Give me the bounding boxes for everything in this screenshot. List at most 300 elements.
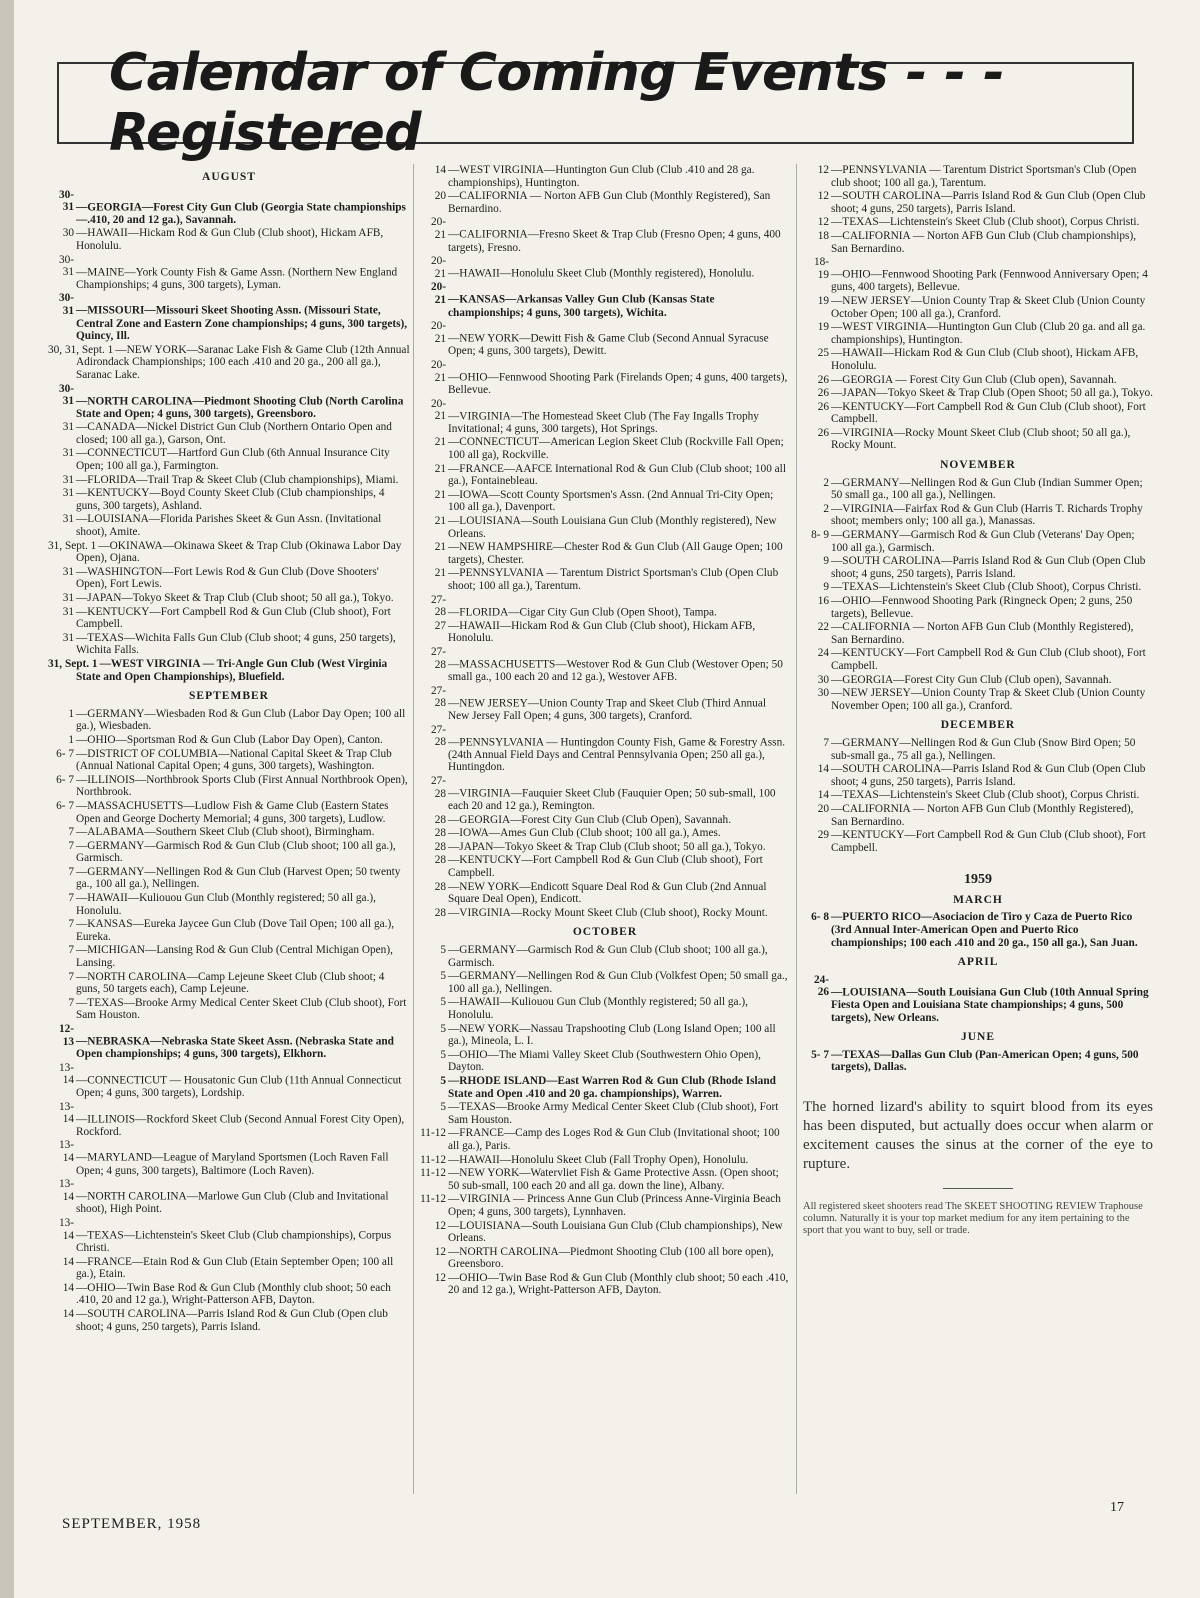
event-text: —KENTUCKY—Fort Campbell Rod & Gun Club (Club shoot), Fort Campbell. <box>831 400 1146 426</box>
event-text: —CALIFORNIA — Norton AFB Gun Club (Monthly Registered), San Bernardino. <box>448 190 771 215</box>
event-date: 30-31 <box>58 382 74 408</box>
event-entry <box>420 620 790 645</box>
event-text: —KANSAS—Eureka Jaycee Gun Club (Dove Tail Open; 100 all ga.), Eureka. <box>76 918 395 943</box>
event-date: 7 <box>68 892 74 905</box>
event-date: 25 <box>817 347 829 360</box>
event-entry <box>420 594 790 619</box>
event-date: 28 <box>434 813 446 826</box>
month-heading: APRIL <box>957 956 999 969</box>
event-text: —NEW JERSEY—Union County Trap & Skeet Club (Union County November Open; 100 all ga.), Cranford. <box>831 687 1146 712</box>
event-text: —OHIO—Twin Base Rod & Gun Club (Monthly club shoot; 50 each .410, 20 and 12 ga.), Wright-Patterson AFB, Dayton. <box>448 1271 789 1297</box>
event-entry <box>420 463 790 488</box>
event-text: —VIRGINIA—Rocky Mount Skeet Club (Club shoot; 50 all ga.), Rocky Mount. <box>831 426 1131 452</box>
event-entry <box>803 190 1153 215</box>
event-date: 11-12 <box>420 1153 446 1166</box>
page-title: Calendar of Coming Events - - - Registered <box>109 43 1005 163</box>
event-text: —VIRGINIA—Fairfax Rod & Gun Club (Harris T. Richards Trophy shoot; members only; 100 all ga.), Manassas. <box>831 502 1143 528</box>
event-text: —NORTH CAROLINA—Camp Lejeune Skeet Club (Club shoot; 4 guns, 50 targets each), Camp Lejeune. <box>76 970 385 996</box>
event-entry <box>803 529 1153 554</box>
event-date: 9 <box>823 581 829 594</box>
event-entry <box>803 621 1153 646</box>
divider-rule <box>943 1188 1013 1189</box>
event-text: —MISSOURI—Missouri Skeet Shooting Assn. (Missouri State, Central Zone and Eastern Zone championships; 4 guns, 300 targets), Quincy, Ill. <box>76 304 408 343</box>
event-text: —KENTUCKY—Fort Campbell Rod & Gun Club (Club shoot), Fort Campbell. <box>831 829 1146 854</box>
event-entry <box>420 515 790 540</box>
event-text: —SOUTH CAROLINA—Parris Island Rod & Gun Club (Open Club shoot; 4 guns, 250 targets), Parris Island. <box>831 555 1146 580</box>
event-date: 12 <box>434 1271 446 1284</box>
event-text: —NEW YORK—Endicott Square Deal Rod & Gun Club (2nd Annual Square Deal Open), Endicott. <box>448 880 767 906</box>
event-date: 16 <box>817 595 829 607</box>
event-date: 22 <box>817 621 829 634</box>
event-date: 6- 8 <box>811 911 829 924</box>
event-date: 30, 31, Sept. 1 <box>48 343 114 356</box>
event-date: 20-21 <box>430 216 446 241</box>
event-text: —MAINE—York County Fish & Game Assn. (Northern New England Championships; 4 guns, 300 targets), Lyman. <box>76 266 398 291</box>
event-text: —LOUISIANA—South Louisiana Gun Club (10th Annual Spring Fiesta Open and Louisiana State championships; 4 guns, 500 targets), New Orleans. <box>831 986 1149 1024</box>
event-entry <box>803 230 1153 255</box>
event-text: —GERMANY—Wiesbaden Rod & Gun Club (Labor Day Open; 100 all ga.), Wiesbaden. <box>76 707 406 733</box>
event-date: 11-12 <box>420 1127 446 1140</box>
event-entry <box>420 1246 790 1271</box>
event-date: 7 <box>68 826 74 839</box>
event-entry <box>48 918 410 943</box>
event-entry <box>420 1049 790 1074</box>
event-date: 13-14 <box>58 1139 74 1164</box>
event-date: 21 <box>434 462 446 475</box>
event-entry <box>803 803 1153 828</box>
event-date: 7 <box>823 736 829 749</box>
event-date: 31 <box>62 421 74 434</box>
event-text: —ALABAMA—Southern Skeet Club (Club shoot), Birmingham. <box>76 826 375 839</box>
event-date: 12-13 <box>58 1023 74 1048</box>
event-text: —GEORGIA—Forest City Gun Club (Club Open), Savannah. <box>448 813 732 826</box>
event-text: —NORTH CAROLINA—Piedmont Shooting Club (North Carolina State and Open; 4 guns, 300 targets), Greensboro. <box>76 395 404 420</box>
event-entry <box>420 1193 790 1218</box>
event-text: —GERMANY—Garmisch Rod & Gun Club (Club shoot; 100 all ga.), Garmisch. <box>76 839 396 865</box>
event-date: 27-28 <box>430 593 446 619</box>
event-text: —ILLINOIS—Northbrook Sports Club (First Annual Northbrook Open), Northbrook. <box>76 773 408 799</box>
event-entry <box>48 592 410 605</box>
event-entry <box>420 320 790 358</box>
event-text: —NEBRASKA—Nebraska State Skeet Assn. (Nebraska State and Open championships; 4 guns, 300 targets), Elkhorn. <box>76 1035 394 1061</box>
event-entry <box>48 997 410 1022</box>
event-entry <box>48 1217 410 1255</box>
event-entry <box>803 164 1153 189</box>
event-entry <box>48 383 410 421</box>
event-date: 20-21 <box>430 358 446 384</box>
event-entry <box>803 477 1153 502</box>
event-date: 1 <box>68 733 74 746</box>
event-entry <box>48 892 410 917</box>
event-text: —VIRGINIA — Princess Anne Gun Club (Princess Anne-Virginia Beach Open; 4 guns, 300 targets), Lynnhaven. <box>448 1193 781 1218</box>
event-date: 21 <box>434 515 446 528</box>
event-entry <box>803 687 1153 712</box>
event-date: 5 <box>440 1022 446 1035</box>
event-date: 27-28 <box>430 723 446 749</box>
year-heading: 1959 <box>964 872 992 888</box>
event-entry <box>48 540 410 565</box>
event-entry <box>420 436 790 461</box>
event-text: —CONNECTICUT — Housatonic Gun Club (11th Annual Connecticut Open; 4 guns, 300 targets), Lordship. <box>76 1074 402 1099</box>
event-date: 11-12 <box>420 1193 446 1206</box>
event-date: 14 <box>817 763 829 776</box>
event-entry <box>48 1062 410 1100</box>
event-text: —IOWA—Ames Gun Club (Club shoot; 100 all ga.), Ames. <box>448 827 721 840</box>
event-date: 2 <box>823 476 829 489</box>
event-entry <box>48 1101 410 1139</box>
events-list <box>803 164 1153 1074</box>
event-entry <box>420 881 790 906</box>
event-entry <box>420 1127 790 1152</box>
event-entry <box>48 344 410 382</box>
event-date: 12 <box>817 216 829 229</box>
event-date: 6- 7 <box>56 773 74 786</box>
event-text: —CONNECTICUT—American Legion Skeet Club (Rockville Fall Open; 100 all ga), Rockville. <box>448 436 784 462</box>
event-date: 27-28 <box>430 684 446 710</box>
event-date: 11-12 <box>420 1167 446 1180</box>
event-entry <box>420 489 790 514</box>
event-date: 13-14 <box>58 1061 74 1087</box>
event-entry <box>48 513 410 538</box>
event-entry <box>803 555 1153 580</box>
event-text: —PENNSYLVANIA — Tarentum District Sportsman's Club (Open club shoot; 100 all ga.), Tarentum. <box>831 164 1137 189</box>
event-text: —CALIFORNIA — Norton AFB Gun Club (Club championships), San Bernardino. <box>831 229 1137 255</box>
event-date: 5 <box>440 1101 446 1114</box>
event-entry <box>420 164 790 189</box>
event-date: 19 <box>817 294 829 307</box>
event-date: 12 <box>817 190 829 203</box>
event-text: —JAPAN—Tokyo Skeet & Trap Club (Club shoot; 50 all ga.), Tokyo. <box>448 840 766 853</box>
event-text: —PENNSYLVANIA — Huntingdon County Fish, Game & Forestry Assn. (24th Annual Field Days and Central Pennsylvania Open; 250 all ga.), Huntingdon. <box>448 736 786 774</box>
event-text: —HAWAII—Honolulu Skeet Club (Fall Trophy Open), Honolulu. <box>448 1153 749 1166</box>
event-date: 5 <box>440 944 446 957</box>
event-text: —KENTUCKY—Fort Campbell Rod & Gun Club (Club shoot), Fort Campbell. <box>448 854 763 880</box>
event-entry <box>803 789 1153 802</box>
event-entry <box>420 567 790 592</box>
event-entry <box>48 800 410 825</box>
event-text: —GEORGIA — Forest City Gun Club (Club open), Savannah. <box>831 373 1117 386</box>
event-text: —TEXAS—Lichtenstein's Skeet Club (Club Shoot), Corpus Christi. <box>831 581 1142 594</box>
event-text: —SOUTH CAROLINA—Parris Island Rod & Gun Club (Open club shoot; 4 guns, 250 targets), Parris Island. <box>76 1308 388 1333</box>
event-date: 30 <box>817 687 829 700</box>
event-date: 5- 7 <box>811 1048 829 1061</box>
event-date: 20-21 <box>430 320 446 345</box>
event-text: —HAWAII—Hickam Rod & Gun Club (Club shoot), Hickam AFB, Honolulu. <box>831 347 1139 372</box>
event-entry <box>803 911 1153 949</box>
event-text: —TEXAS—Dallas Gun Club (Pan-American Open; 4 guns, 500 targets), Dallas. <box>831 1048 1139 1074</box>
event-entry <box>803 387 1153 400</box>
event-date: 21 <box>434 488 446 501</box>
event-text: —WEST VIRGINIA — Tri-Angle Gun Club (West Virginia State and Open Championships), Bluefield. <box>76 657 388 683</box>
issue-date: SEPTEMBER, 1958 <box>62 1516 202 1532</box>
event-entry <box>420 541 790 566</box>
event-entry <box>420 1272 790 1297</box>
event-text: —GERMANY—Garmisch Rod & Gun Club (Club shoot; 100 all ga.), Garmisch. <box>448 944 768 969</box>
event-entry <box>420 685 790 723</box>
event-text: —SOUTH CAROLINA—Parris Island Rod & Gun Club (Open Club shoot; 4 guns, 250 targets), Parris Island. <box>831 190 1146 215</box>
event-date: 24 <box>817 647 829 660</box>
event-date: 26 <box>817 373 829 386</box>
event-date: 27 <box>434 619 446 632</box>
event-entry <box>48 421 410 446</box>
event-text: —NEW JERSEY—Union County Trap and Skeet Club (Third Annual New Jersey Fall Open; 4 guns, 300 targets), Cranford. <box>448 697 766 722</box>
event-text: —KANSAS—Arkansas Valley Gun Club (Kansas State championships; 4 guns, 300 targets), Wichita. <box>448 293 715 319</box>
events-column-2 <box>420 164 790 1298</box>
event-entry <box>48 774 410 799</box>
month-heading: OCTOBER <box>572 926 638 939</box>
event-date: 21 <box>434 541 446 554</box>
event-date: 21 <box>434 436 446 449</box>
event-entry <box>420 854 790 879</box>
event-text: —HAWAII—Kuliouou Gun Club (Monthly registered; 50 all ga.), Honolulu. <box>76 892 376 917</box>
event-text: —JAPAN—Tokyo Skeet & Trap Club (Club shoot; 50 all ga.), Tokyo. <box>76 592 394 604</box>
event-date: 7 <box>68 996 74 1009</box>
event-date: 14 <box>62 1281 74 1294</box>
event-entry <box>48 658 410 683</box>
event-entry <box>420 1075 790 1100</box>
event-text: —OKINAWA—Okinawa Skeet & Trap Club (Okinawa Labor Day Open), Ojana. <box>76 539 402 565</box>
traphouse-note: All registered skeet shooters read The SKEET SHOOTING REVIEW Traphouse column. Naturally it is your top market medium for any item pertaining to the sport that you want to buy, sell or trade. <box>803 1201 1143 1236</box>
event-entry <box>48 748 410 773</box>
event-entry <box>48 227 410 252</box>
month-heading: AUGUST <box>202 171 256 183</box>
event-text: —SOUTH CAROLINA—Parris Island Rod & Gun Club (Open Club shoot; 4 guns, 250 targets), Parris Island. <box>831 763 1146 788</box>
event-date: 24-26 <box>813 973 829 999</box>
event-date: 31 <box>62 513 74 526</box>
event-entry <box>803 321 1153 346</box>
month-heading: NOVEMBER <box>940 459 1016 472</box>
event-entry <box>48 189 410 227</box>
event-text: —WEST VIRGINIA—Huntington Gun Club (Club 20 ga. and all ga. championships), Huntington. <box>831 321 1146 346</box>
event-entry <box>803 503 1153 528</box>
event-date: 19 <box>817 321 829 334</box>
event-entry <box>48 1023 410 1061</box>
event-date: 31 <box>62 592 74 604</box>
event-entry <box>803 595 1153 620</box>
event-text: —MICHIGAN—Lansing Rod & Gun Club (Central Michigan Open), Lansing. <box>76 944 393 970</box>
event-entry <box>420 775 790 813</box>
event-date: 28 <box>434 854 446 867</box>
event-text: —HAWAII—Hickam Rod & Gun Club (Club shoot), Hickam AFB, Honolulu. <box>76 227 384 252</box>
event-date: 31, Sept. 1 <box>48 539 97 552</box>
event-text: —GERMANY—Garmisch Rod & Gun Club (Veterans' Day Open; 100 all ga.), Garmisch. <box>831 529 1135 554</box>
event-text: —FRANCE—Etain Rod & Gun Club (Etain September Open; 100 all ga.), Etain. <box>76 1255 394 1281</box>
event-date: 20 <box>434 190 446 203</box>
event-entry <box>420 814 790 827</box>
event-entry <box>48 944 410 969</box>
event-entry <box>48 292 410 342</box>
event-date: 26 <box>817 387 829 400</box>
event-text: —ILLINOIS—Rockford Skeet Club (Second Annual Forest City Open), Rockford. <box>76 1113 405 1138</box>
event-date: 30-31 <box>58 188 74 214</box>
event-text: —GERMANY—Nellingen Rod & Gun Club (Snow Bird Open; 50 sub-small ga., 75 all ga.), Nellingen. <box>831 736 1136 762</box>
event-entry <box>803 427 1153 452</box>
event-entry <box>803 1049 1153 1074</box>
event-text: —OHIO—Fennwood Shooting Park (Fennwood Anniversary Open; 4 guns, 400 targets), Bellevue. <box>831 268 1148 294</box>
event-entry <box>48 474 410 487</box>
event-text: —GEORGIA—Forest City Gun Club (Club open), Savannah. <box>831 673 1112 686</box>
event-text: —NEW HAMPSHIRE—Chester Rod & Gun Club (All Gauge Open; 100 targets), Chester. <box>448 541 783 566</box>
event-entry <box>803 295 1153 320</box>
horned-lizard-note: The horned lizard's ability to squirt blood from its eyes has been disputed, but actually does occur when alarm or excitement causes the sinus at the corner of the eye to rupture. <box>803 1099 1153 1172</box>
event-date: 21 <box>434 567 446 580</box>
event-entry <box>48 866 410 891</box>
event-text: —NEW YORK—Watervliet Fish & Game Protective Assn. (Open shoot; 50 sub-small, 100 each 20 and all ga. down the line), Albany. <box>448 1167 779 1192</box>
month-heading: SEPTEMBER <box>189 690 269 703</box>
event-date: 30-31 <box>58 292 74 317</box>
event-entry <box>420 1023 790 1048</box>
event-text: —VIRGINIA—Fauquier Skeet Club (Fauquier Open; 50 sub-small, 100 each 20 and 12 ga.), Remington. <box>448 787 776 813</box>
event-entry <box>803 216 1153 229</box>
event-date: 26 <box>817 426 829 439</box>
event-date: 7 <box>68 918 74 931</box>
event-entry <box>803 581 1153 594</box>
event-text: —FRANCE—Camp des Loges Rod & Gun Club (Invitational shoot; 100 all ga.), Paris. <box>448 1127 780 1152</box>
event-date: 30 <box>62 227 74 240</box>
event-text: —FLORIDA—Trail Trap & Skeet Club (Club championships), Miami. <box>76 473 399 486</box>
event-entry <box>420 827 790 840</box>
event-text: —GERMANY—Nellingen Rod & Gun Club (Harvest Open; 50 twenty ga., 100 all ga.), Nellingen. <box>76 865 401 891</box>
event-date: 18 <box>817 229 829 242</box>
event-text: —PENNSYLVANIA — Tarentum District Sportsman's Club (Open Club shoot; 100 all ga.), Tarentum. <box>448 567 779 592</box>
event-entry <box>420 1101 790 1126</box>
event-date: 31 <box>62 447 74 460</box>
event-entry <box>420 398 790 436</box>
event-text: —VIRGINIA—The Homestead Skeet Club (The Fay Ingalls Trophy Invitational; 4 guns, 300 targets), Hot Springs. <box>448 410 759 435</box>
event-entry <box>803 374 1153 387</box>
event-date: 13-14 <box>58 1100 74 1126</box>
event-entry <box>48 487 410 512</box>
event-text: —CALIFORNIA — Norton AFB Gun Club (Monthly Registered), San Bernardino. <box>831 621 1134 646</box>
event-entry <box>48 1282 410 1307</box>
event-text: —NORTH CAROLINA—Marlowe Gun Club (Club and Invitational shoot), High Point. <box>76 1190 389 1216</box>
event-text: —OHIO—Fennwood Shooting Park (Firelands Open; 4 guns, 400 targets), Bellevue. <box>448 371 788 397</box>
event-text: —OHIO—Fennwood Shooting Park (Ringneck Open; 2 guns, 250 targets), Bellevue. <box>831 595 1133 620</box>
event-entry <box>420 996 790 1021</box>
event-text: —KENTUCKY—Fort Campbell Rod & Gun Club (Club shoot), Fort Campbell. <box>76 605 391 631</box>
event-text: —TEXAS—Lichtenstein's Skeet Club (Club championships), Corpus Christi. <box>76 1229 392 1255</box>
event-date: 20-21 <box>430 255 446 280</box>
event-text: —KENTUCKY—Boyd County Skeet Club (Club championships, 4 guns, 300 targets), Ashland. <box>76 487 385 512</box>
event-entry <box>420 944 790 969</box>
event-text: —GERMANY—Nellingen Rod & Gun Club (Indian Summer Open; 50 small ga., 100 all ga.), Nellingen. <box>831 476 1143 502</box>
event-text: —LOUISIANA—South Louisiana Gun Club (Club championships), New Orleans. <box>448 1219 783 1245</box>
event-text: —WASHINGTON—Fort Lewis Rod & Gun Club (Dove Shooters' Open), Fort Lewis. <box>76 565 379 591</box>
event-date: 5 <box>440 970 446 983</box>
event-entry <box>48 566 410 591</box>
event-entry <box>48 632 410 657</box>
event-date: 9 <box>823 555 829 568</box>
event-entry <box>48 447 410 472</box>
event-date: 27-28 <box>430 645 446 671</box>
event-text: —PUERTO RICO—Asociacion de Tiro y Caza de Puerto Rico (3rd Annual Inter-American Open and Puerto Rico championships; 100 each .410 and 20 ga., 150 all ga.), San Juan. <box>831 911 1138 949</box>
month-heading: MARCH <box>953 893 1003 906</box>
event-entry <box>48 971 410 996</box>
event-entry <box>803 401 1153 426</box>
column-divider <box>413 164 414 1494</box>
event-entry <box>48 254 410 292</box>
event-date: 14 <box>62 1255 74 1268</box>
event-date: 18-19 <box>813 256 829 281</box>
page-edge <box>0 0 14 1598</box>
event-date: 30-31 <box>58 253 74 279</box>
event-entry <box>48 1178 410 1216</box>
event-text: —TEXAS—Wichita Falls Gun Club (Club shoot; 4 guns, 250 targets), Wichita Falls. <box>76 631 396 657</box>
event-date: 20-21 <box>430 281 446 306</box>
event-text: —OHIO—Twin Base Rod & Gun Club (Monthly club shoot; 50 each .410, 20 and 12 ga.), Wright-Patterson AFB, Dayton. <box>76 1281 391 1307</box>
event-text: —TEXAS—Lichtenstein's Skeet Club (Club shoot), Corpus Christi. <box>831 216 1140 229</box>
event-date: 14 <box>817 789 829 802</box>
event-date: 7 <box>68 839 74 852</box>
event-date: 12 <box>434 1245 446 1258</box>
event-entry <box>420 255 790 280</box>
event-date: 28 <box>434 827 446 840</box>
event-entry <box>420 1154 790 1167</box>
event-date: 6- 7 <box>56 747 74 760</box>
event-date: 13-14 <box>58 1216 74 1242</box>
event-entry <box>420 1220 790 1245</box>
event-entry <box>48 606 410 631</box>
event-date: 12 <box>434 1219 446 1232</box>
event-date: 5 <box>440 996 446 1009</box>
event-text: —HAWAII—Kuliouou Gun Club (Monthly registered; 50 all ga.), Honolulu. <box>448 996 748 1021</box>
event-text: —OHIO—Sportsman Rod & Gun Club (Labor Day Open), Canton. <box>76 733 383 746</box>
event-text: —MASSACHUSETTS—Ludlow Fish & Game Club (Eastern States Open and George Docherty Memorial; 4 guns, 300 targets), Ludlow. <box>76 799 389 825</box>
event-text: —MARYLAND—League of Maryland Sportsmen (Loch Raven Fall Open; 4 guns, 300 targets), Baltimore (Loch Raven). <box>76 1151 389 1177</box>
event-entry <box>803 347 1153 372</box>
event-date: 6- 7 <box>56 799 74 812</box>
event-text: —TEXAS—Brooke Army Medical Center Skeet Club (Club shoot), Fort Sam Houston. <box>76 996 407 1022</box>
events-column-3 <box>803 164 1153 1248</box>
event-text: —NEW JERSEY—Union County Trap & Skeet Club (Union County October Open; 100 all ga.), Cranford. <box>831 294 1146 320</box>
event-entry <box>420 841 790 854</box>
event-entry <box>420 724 790 774</box>
page-number: 17 <box>1110 1500 1124 1515</box>
event-text: —JAPAN—Tokyo Skeet & Trap Club (Open Shoot; 50 all ga.), Tokyo. <box>831 387 1153 400</box>
event-date: 1 <box>68 707 74 720</box>
event-text: —KENTUCKY—Fort Campbell Rod & Gun Club (Club shoot), Fort Campbell. <box>831 647 1146 672</box>
event-date: 8- 9 <box>811 529 829 542</box>
event-date: 2 <box>823 502 829 515</box>
event-date: 31, Sept. 1 <box>48 657 98 670</box>
event-date: 31 <box>62 631 74 644</box>
event-date: 28 <box>434 906 446 919</box>
event-date: 20-21 <box>430 397 446 423</box>
month-heading: DECEMBER <box>940 719 1016 732</box>
event-entry <box>803 829 1153 854</box>
event-entry <box>420 216 790 254</box>
event-text: —CALIFORNIA — Norton AFB Gun Club (Monthly Registered), San Bernardino. <box>831 802 1134 828</box>
event-entry <box>803 674 1153 687</box>
event-date: 31 <box>62 473 74 486</box>
event-text: —OHIO—The Miami Valley Skeet Club (Southwestern Ohio Open), Dayton. <box>448 1048 761 1074</box>
event-entry <box>420 359 790 397</box>
event-date: 31 <box>62 487 74 500</box>
event-entry <box>803 974 1153 1024</box>
event-entry <box>420 1167 790 1192</box>
event-text: —NEW YORK—Nassau Trapshooting Club (Long Island Open; 100 all ga.), Mineola, L. I. <box>448 1022 776 1048</box>
event-entry <box>420 646 790 684</box>
event-date: 7 <box>68 970 74 983</box>
event-date: 30 <box>817 673 829 686</box>
title-box <box>57 43 1134 163</box>
event-text: —GERMANY—Nellingen Rod & Gun Club (Volkfest Open; 50 small ga., 100 all ga.), Nellingen. <box>448 970 788 995</box>
events-column-1 <box>48 164 410 1334</box>
event-entry <box>420 281 790 319</box>
event-entry <box>803 763 1153 788</box>
event-entry <box>420 970 790 995</box>
event-date: 5 <box>440 1048 446 1061</box>
